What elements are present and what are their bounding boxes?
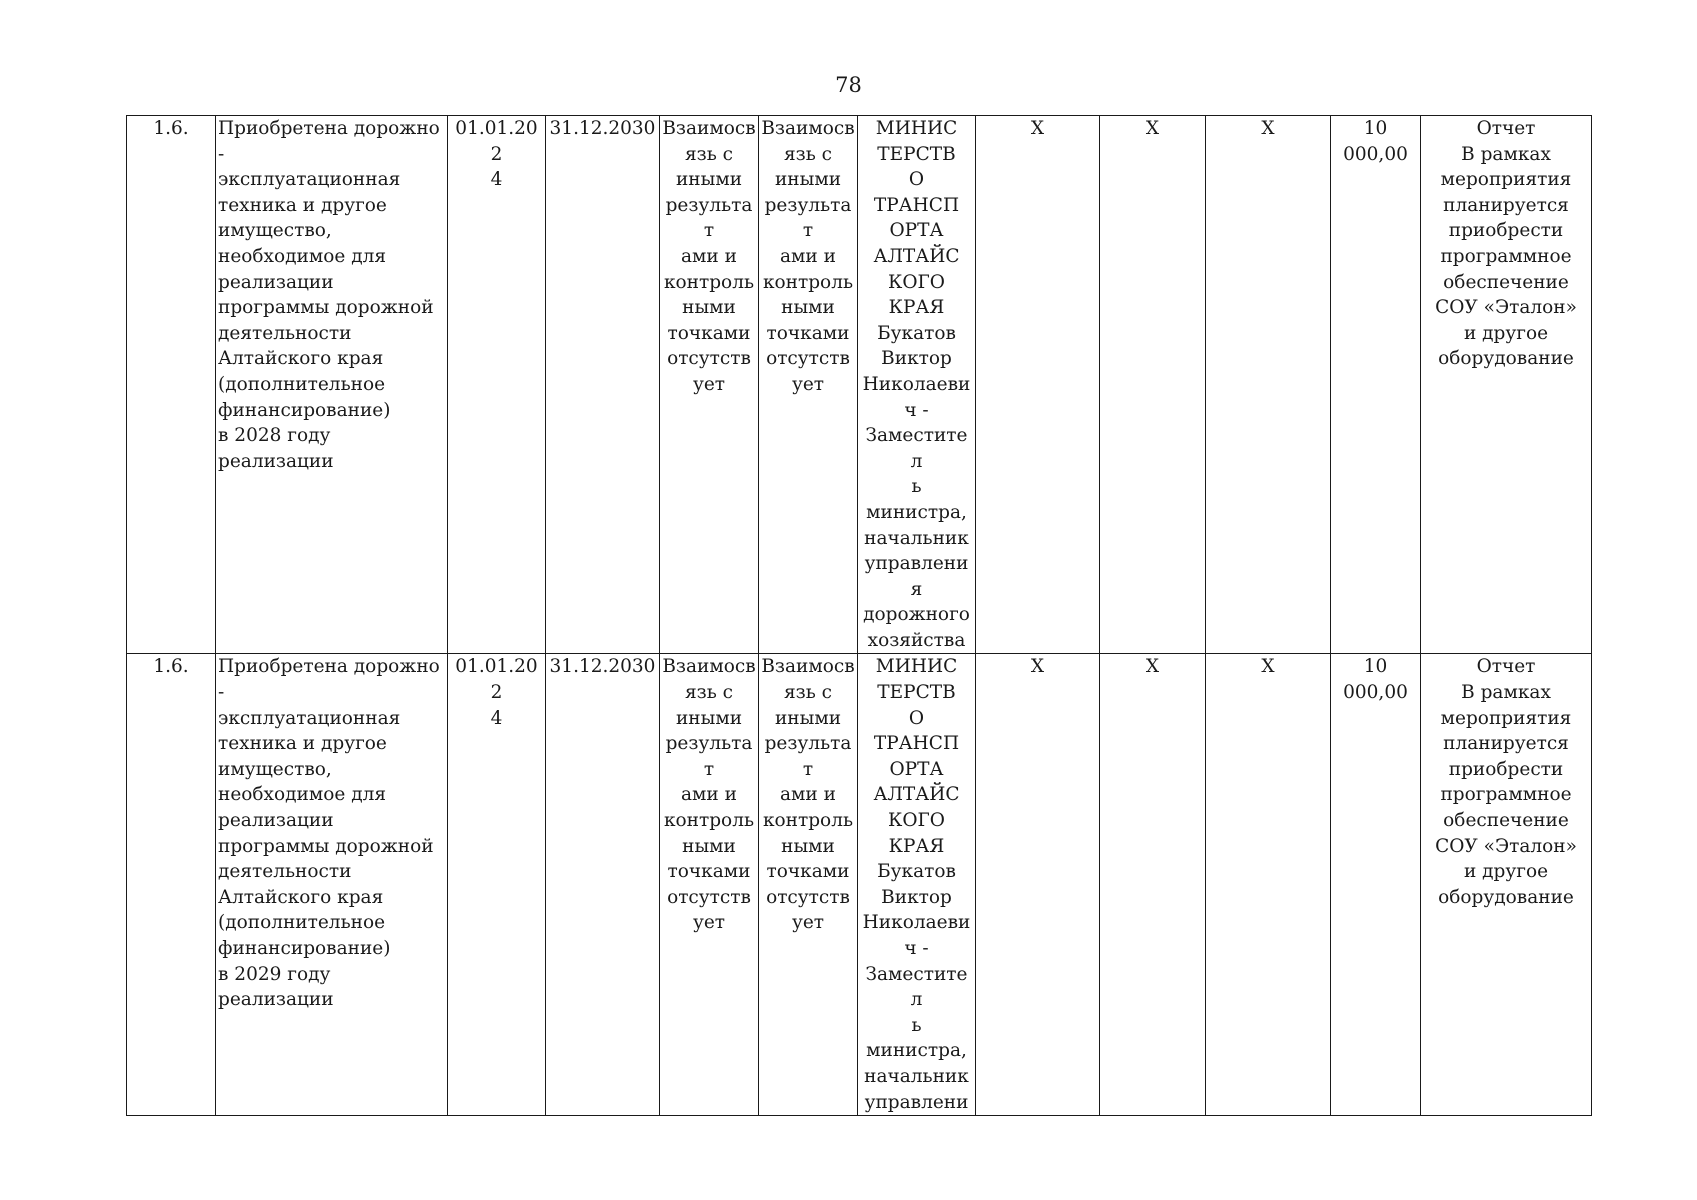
x-marker-cell: X — [1100, 654, 1206, 1116]
report-cell: Отчет В рамках мероприятия планируется приобрести программное обеспечение СОУ «Эталон» и другое оборудование — [1421, 116, 1592, 654]
end-date-cell: 31.12.2030 — [546, 116, 660, 654]
row-number-cell: 1.6. — [127, 116, 216, 654]
start-date-cell: 01.01.202 4 — [448, 654, 546, 1116]
predecessor-link-cell: Взаимосв язь с иными результат ами и контроль ными точками отсутств ует — [660, 654, 759, 1116]
result-description-cell: Приобретена дорожно- эксплуатационная техника и другое имущество, необходимое для реализации программы дорожной деятельности Алтайского края (дополнительное финансирование) в 2028 году реализации — [216, 116, 448, 654]
report-cell: Отчет В рамках мероприятия планируется приобрести программное обеспечение СОУ «Эталон» и другое оборудование — [1421, 654, 1592, 1116]
amount-cell: 10 000,00 — [1331, 654, 1421, 1116]
start-date-cell: 01.01.202 4 — [448, 116, 546, 654]
x-marker-cell: X — [1206, 116, 1331, 654]
activity-table — [126, 115, 1592, 1116]
table-row — [127, 116, 1592, 654]
x-marker-cell: X — [1100, 116, 1206, 654]
successor-link-cell: Взаимосв язь с иными результат ами и контроль ными точками отсутств ует — [759, 116, 858, 654]
x-marker-cell: X — [976, 654, 1100, 1116]
result-description-cell: Приобретена дорожно- эксплуатационная техника и другое имущество, необходимое для реализации программы дорожной деятельности Алтайского края (дополнительное финансирование) в 2029 году реализации — [216, 654, 448, 1116]
row-number-cell: 1.6. — [127, 654, 216, 1116]
table-row — [127, 654, 1592, 1116]
responsible-cell: МИНИС ТЕРСТВ О ТРАНСП ОРТА АЛТАЙС КОГО КРАЯ Букатов Виктор Николаеви ч - Заместител ь министра, начальник управлени — [858, 654, 976, 1116]
predecessor-link-cell: Взаимосв язь с иными результат ами и контроль ными точками отсутств ует — [660, 116, 759, 654]
page-number: 78 — [835, 73, 862, 97]
successor-link-cell: Взаимосв язь с иными результат ами и контроль ными точками отсутств ует — [759, 654, 858, 1116]
responsible-cell: МИНИС ТЕРСТВ О ТРАНСП ОРТА АЛТАЙС КОГО КРАЯ Букатов Виктор Николаеви ч - Заместител ь министра, начальник управлени я дорожного хозяйства — [858, 116, 976, 654]
end-date-cell: 31.12.2030 — [546, 654, 660, 1116]
x-marker-cell: X — [976, 116, 1100, 654]
amount-cell: 10 000,00 — [1331, 116, 1421, 654]
x-marker-cell: X — [1206, 654, 1331, 1116]
